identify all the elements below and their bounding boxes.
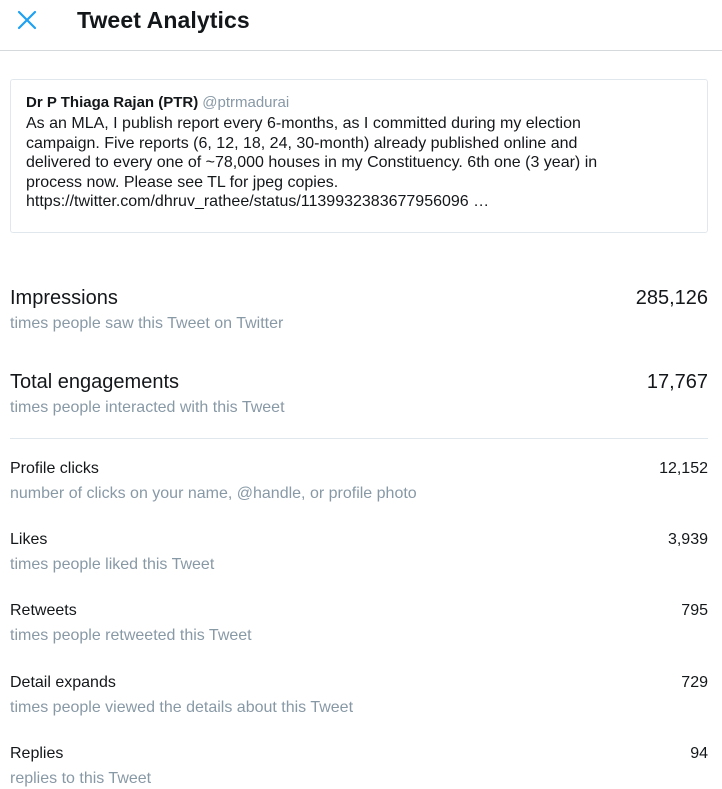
metric-description: times people retweeted this Tweet [10,627,252,644]
metric-profile-clicks [10,459,708,504]
metric-value: 795 [681,602,708,619]
metric-value: 3,939 [667,531,708,548]
metric-value: 94 [690,745,708,762]
author-handle[interactable]: @ptrmadurai [202,94,290,111]
page-title: Tweet Analytics [77,7,250,33]
metric-label: Replies [10,745,64,762]
metric-replies [10,744,708,789]
author-name[interactable]: Dr P Thiaga Rajan (PTR) [26,94,199,111]
metric-label: Impressions [10,287,118,309]
metric-label: Retweets [10,602,77,619]
metric-description: times people interacted with this Tweet [10,399,285,416]
metric-value: 12,152 [659,460,708,477]
metric-detail-expands [10,673,708,718]
metric-retweets [10,601,708,646]
metric-value: 17,767 [646,371,708,393]
metric-value: 729 [681,674,708,691]
metric-label: Total engagements [10,371,180,393]
tweet-text: As an MLA, I publish report every 6-months, as I committed during my election campaign. Five reports (6, 12, 18, 24, 30-month) already published online and delivered to every one of ~78,000 houses in my Constituency. 6th one (3 year) in process now. Please see TL for jpeg copies. https://twitter.com/dhruv_rathee/status/1139932383677956096 … [26,115,598,210]
close-button[interactable] [13,6,43,36]
metric-impressions [10,286,708,334]
metrics-divider [10,438,708,439]
metric-description: times people saw this Tweet on Twitter [10,315,284,332]
tweet-author [26,93,693,113]
metric-likes [10,530,708,575]
metric-label: Detail expands [10,674,116,691]
metric-label: Profile clicks [10,460,99,477]
metric-description: number of clicks on your name, @handle, or profile photo [10,485,417,502]
metric-description: replies to this Tweet [10,770,152,787]
metric-total-engagements [10,370,708,418]
metric-description: times people viewed the details about this Tweet [10,699,354,716]
analytics-header [0,0,722,51]
tweet-preview-card [10,79,708,233]
metric-label: Likes [10,531,48,548]
close-icon [13,6,43,36]
metric-value: 285,126 [635,287,708,309]
metric-description: times people liked this Tweet [10,556,215,573]
